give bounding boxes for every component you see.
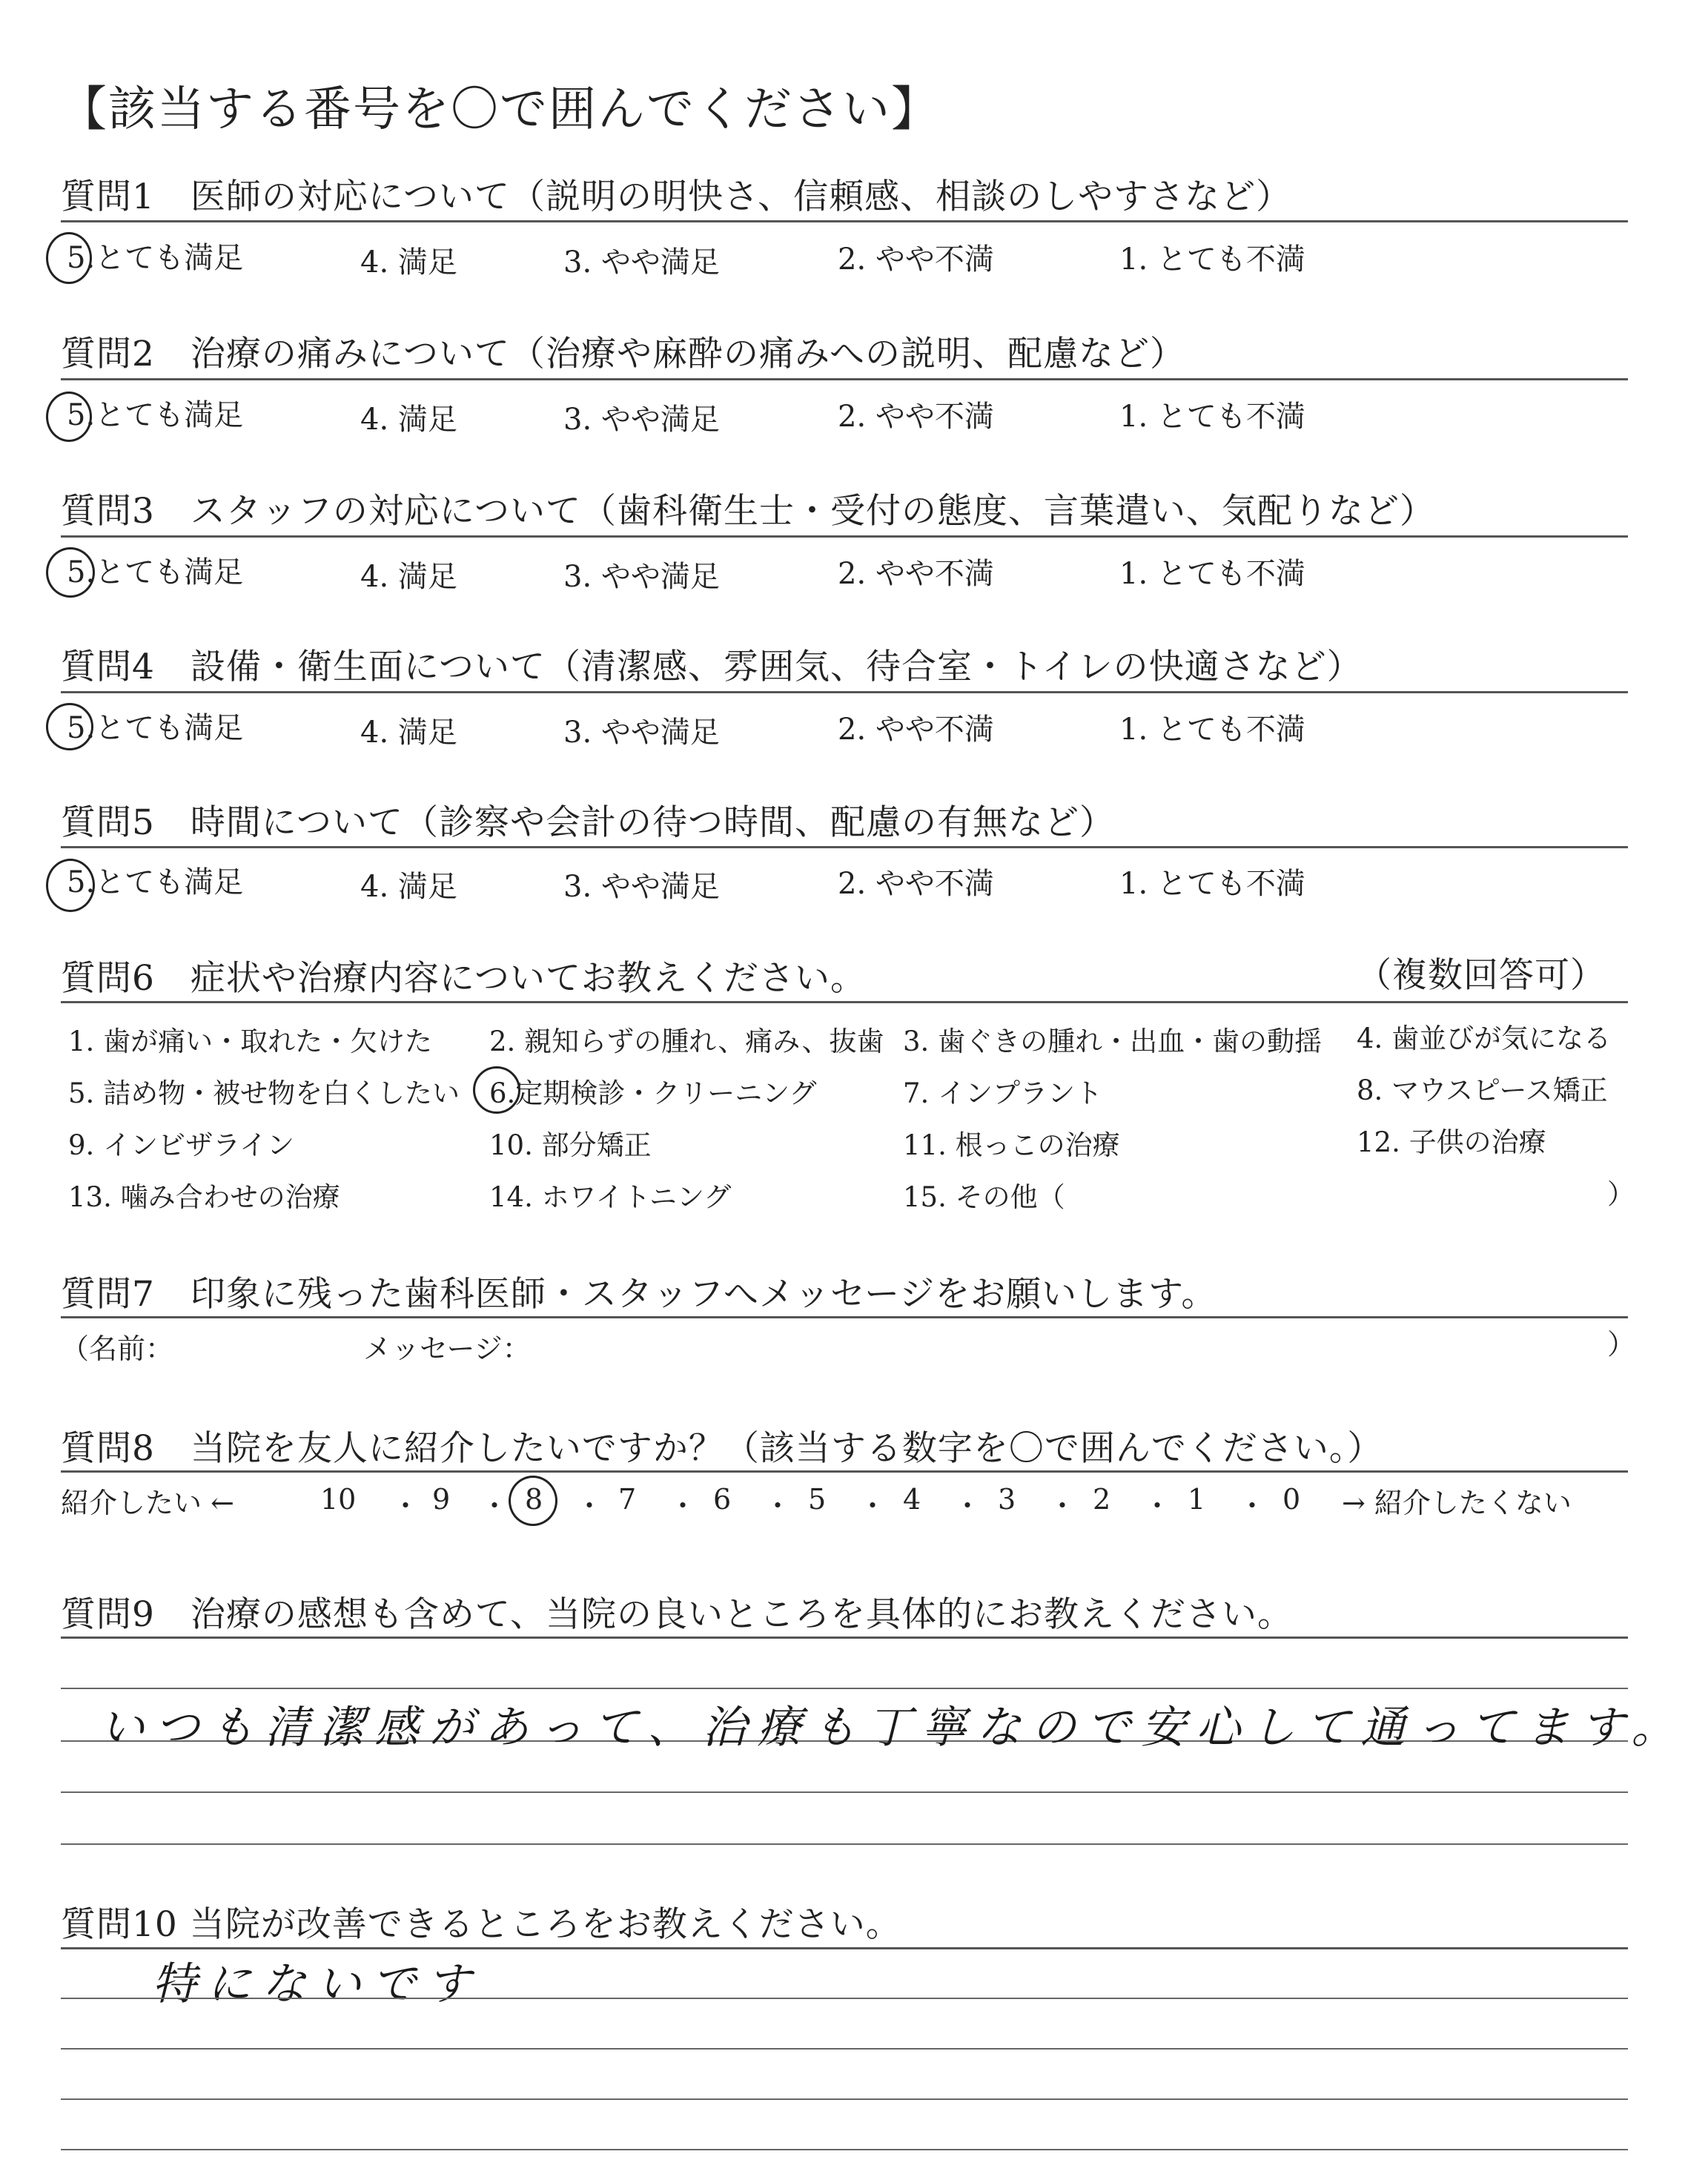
q1-option-4[interactable]: 4. 満足 [360, 245, 457, 280]
q6-option-11[interactable]: 11. 根っこの治療 [903, 1129, 1120, 1161]
q6-option-5[interactable]: 5. 詰め物・被せ物を白くしたい [68, 1077, 460, 1109]
divider [61, 220, 1628, 222]
q1-option-5[interactable]: 5.とても満足 [67, 241, 244, 275]
question-4-title: 質問4 設備・衛生面について（清潔感、雰囲気、待合室・トイレの快適さなど） [61, 647, 1363, 687]
q1-option-3[interactable]: 3. やや満足 [563, 245, 720, 280]
divider [61, 378, 1628, 380]
scale-10[interactable]: 10 [320, 1483, 357, 1516]
message-close: ） [1607, 1328, 1636, 1361]
q5-option-3[interactable]: 3. やや満足 [563, 870, 720, 904]
q4-option-3[interactable]: 3. やや満足 [563, 716, 720, 750]
divider [61, 1470, 1628, 1473]
divider [61, 691, 1628, 693]
q3-option-2[interactable]: 2. やや不満 [838, 557, 994, 591]
selection-circle [473, 1066, 520, 1114]
q5-option-5[interactable]: 5.とても満足 [67, 865, 244, 899]
writing-line [61, 1843, 1628, 1845]
writing-line [61, 1688, 1628, 1689]
scale-dot: ・ [1143, 1490, 1172, 1522]
question-9-title: 質問9 治療の感想も含めて、当院の良いところを具体的にお教えください。 [61, 1594, 1293, 1635]
scale-dot: ・ [575, 1490, 604, 1522]
divider [61, 535, 1628, 538]
scale-4[interactable]: 4 [903, 1483, 921, 1516]
scale-6[interactable]: 6 [713, 1483, 732, 1516]
q6-option-13[interactable]: 13. 噛み合わせの治療 [68, 1181, 340, 1213]
question-1-title: 質問1 医師の対応について（説明の明快さ、信頼感、相談のしやすさなど） [61, 176, 1292, 217]
q9-handwritten-answer[interactable]: いつも清潔感があって、治療も丁寧なので安心して通ってます。 [100, 1702, 1687, 1754]
writing-line [61, 2149, 1628, 2150]
scale-dot: ・ [391, 1490, 420, 1522]
writing-line [61, 1998, 1628, 1999]
scale-dot: ・ [858, 1490, 887, 1522]
q5-option-1[interactable]: 1. とても不満 [1119, 867, 1305, 901]
q6-other-close: ） [1607, 1178, 1635, 1210]
q2-option-1[interactable]: 1. とても不満 [1119, 400, 1305, 434]
q2-option-2[interactable]: 2. やや不満 [838, 400, 994, 434]
scale-2[interactable]: 2 [1093, 1483, 1111, 1516]
divider [61, 1001, 1628, 1003]
q2-option-5[interactable]: 5.とても満足 [67, 398, 244, 432]
question-10-title: 質問10 当院が改善できるところをお教えください。 [61, 1904, 901, 1945]
scale-8[interactable]: 8 [525, 1483, 543, 1516]
q6-option-7[interactable]: 7. インプラント [903, 1077, 1103, 1109]
scale-dot: ・ [1048, 1490, 1077, 1522]
q1-option-2[interactable]: 2. やや不満 [838, 242, 994, 277]
scale-dot: ・ [1238, 1490, 1267, 1522]
q6-option-8[interactable]: 8. マウスピース矯正 [1357, 1074, 1608, 1106]
q10-handwritten-answer[interactable]: 特にないです [152, 1958, 481, 2010]
q3-option-5[interactable]: 5.とても満足 [67, 555, 244, 589]
q6-option-14[interactable]: 14. ホワイトニング [489, 1181, 732, 1213]
q2-option-3[interactable]: 3. やや満足 [563, 403, 720, 437]
writing-line [61, 1791, 1628, 1793]
recommend-label: 紹介したい ← [61, 1487, 234, 1519]
scale-5[interactable]: 5 [808, 1483, 827, 1516]
question-6-title: 質問6 症状や治療内容についてお教えください。 [61, 958, 866, 999]
q6-option-4[interactable]: 4. 歯並びが気になる [1357, 1023, 1612, 1054]
question-8-title: 質問8 当院を友人に紹介したいですか？（該当する数字を〇で囲んでください。） [61, 1428, 1383, 1469]
q3-option-3[interactable]: 3. やや満足 [563, 560, 720, 594]
multiple-answers-note: （複数回答可） [1357, 955, 1606, 996]
not-recommend-label: → 紹介したくない [1342, 1487, 1572, 1519]
scale-dot: ・ [953, 1490, 982, 1522]
q4-option-2[interactable]: 2. やや不満 [838, 713, 994, 747]
q4-option-1[interactable]: 1. とても不満 [1119, 713, 1305, 747]
q2-option-4[interactable]: 4. 満足 [360, 403, 457, 437]
message-label: メッセージ： [363, 1332, 531, 1365]
question-5-title: 質問5 時間について（診察や会計の待つ時間、配慮の有無など） [61, 802, 1115, 843]
writing-line [61, 2098, 1628, 2100]
q3-option-1[interactable]: 1. とても不満 [1119, 557, 1305, 591]
question-2-title: 質問2 治療の痛みについて（治療や麻酔の痛みへの説明、配慮など） [61, 334, 1186, 374]
name-label: （名前： [61, 1332, 174, 1365]
selection-circle [46, 232, 92, 284]
selection-circle [46, 703, 93, 750]
q1-option-1[interactable]: 1. とても不満 [1119, 242, 1305, 277]
q4-option-5[interactable]: 5.とても満足 [67, 711, 244, 745]
question-7-title: 質問7 印象に残った歯科医師・スタッフへメッセージをお願いします。 [61, 1274, 1217, 1315]
scale-7[interactable]: 7 [618, 1483, 637, 1516]
writing-line [61, 2048, 1628, 2050]
scale-dot: ・ [480, 1490, 509, 1522]
q6-option-10[interactable]: 10. 部分矯正 [489, 1129, 652, 1161]
question-3-title: 質問3 スタッフの対応について（歯科衛生士・受付の態度、言葉遣い、気配りなど） [61, 491, 1435, 532]
scale-0[interactable]: 0 [1282, 1483, 1301, 1516]
selection-circle [46, 547, 95, 598]
q3-option-4[interactable]: 4. 満足 [360, 560, 457, 594]
scale-1[interactable]: 1 [1188, 1483, 1206, 1516]
divider [61, 1636, 1628, 1639]
divider [61, 1316, 1628, 1318]
q6-option-6[interactable]: 6.定期検診・クリーニング [489, 1077, 817, 1109]
form-title: 【該当する番号を〇で囲んでください】 [59, 82, 940, 137]
q4-option-4[interactable]: 4. 満足 [360, 716, 457, 750]
q6-option-3[interactable]: 3. 歯ぐきの腫れ・出血・歯の動揺 [903, 1025, 1323, 1057]
scale-dot: ・ [669, 1490, 698, 1522]
q6-option-9[interactable]: 9. インビザライン [68, 1129, 294, 1161]
selection-circle [46, 392, 92, 442]
scale-3[interactable]: 3 [998, 1483, 1016, 1516]
q5-option-2[interactable]: 2. やや不満 [838, 867, 994, 901]
scale-9[interactable]: 9 [432, 1483, 451, 1516]
q6-option-15[interactable]: 15. その他（ [903, 1181, 1065, 1213]
q5-option-4[interactable]: 4. 満足 [360, 870, 457, 904]
selection-circle [46, 859, 95, 912]
q6-option-2[interactable]: 2. 親知らずの腫れ、痛み、抜歯 [489, 1025, 884, 1057]
selection-circle [509, 1476, 557, 1526]
scale-dot: ・ [764, 1490, 792, 1522]
q6-option-1[interactable]: 1. 歯が痛い・取れた・欠けた [68, 1025, 433, 1057]
divider [61, 846, 1628, 848]
q6-option-12[interactable]: 12. 子供の治療 [1357, 1126, 1546, 1158]
